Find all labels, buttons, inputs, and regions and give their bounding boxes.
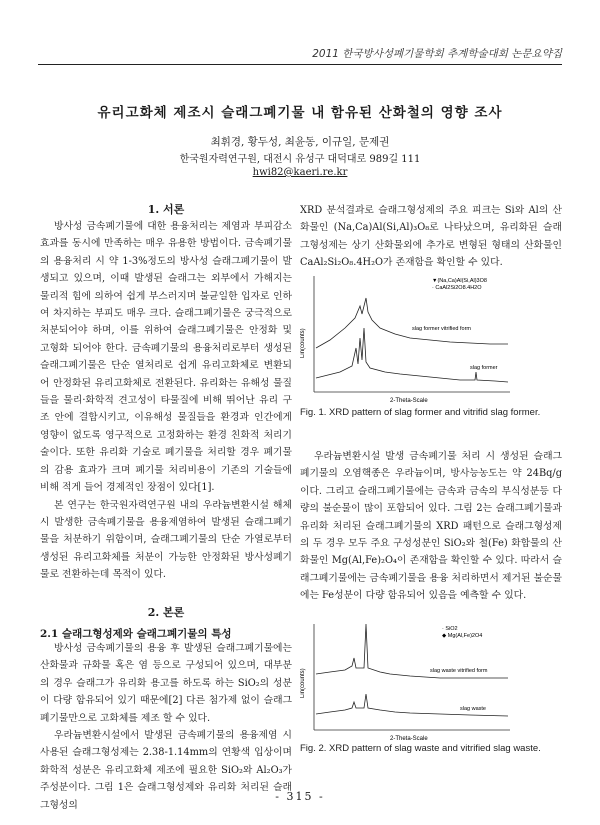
section-2-paragraph: 방사성 금속폐기물의 용융 후 발생된 슬래그폐기물에는 산화물과 규화물 혹은 염 등으로 구성되어 있으며, 대부분의 경우 슬래그가 유리화 용고를 하도록 하는 SiO₂의 성분이 다량 함유되어 있기 때문에[2] 다른 첨가제 없이 슬래그폐기물만으로 고화체를 제조 할 수 있다.: [40, 643, 292, 724]
right-paragraph-1: [300, 202, 562, 272]
figure-1-caption: Fig. 1. XRD pattern of slag former and vitrifid slag former.: [300, 407, 541, 418]
section-2-body: [40, 640, 292, 814]
figure-2-xrd-chart: [300, 618, 518, 742]
author-list: 최휘경, 황두성, 최윤동, 이규일, 문제권: [210, 136, 390, 148]
section-2-paragraph: 우라늄변환시설에서 발생된 금속폐기물의 용융제염 시 사용된 슬래그형성제는 2.38-1.14mm의 연황색 입상이며 화학적 성분은 유리고화체 제조에 필요한 SiO₂와 Al₂O₃가 주성분이다. 그림 1은 슬래그형성제와 유리화 처리된 슬래그형성의: [40, 730, 292, 811]
fig1-legend-item: ▼(Na,Ca)Al(Si,Al)3O8: [432, 278, 487, 284]
fig2-legend-item: · SiO2: [442, 626, 458, 632]
fig2-trace-waste: [316, 694, 508, 716]
section-2-heading: 2. 본론: [147, 606, 185, 619]
subsection-2-1-heading: 2.1 슬래그형성제와 슬래그폐기물의 특성: [40, 628, 232, 640]
fig1-xlabel: 2-Theta-Scale: [390, 398, 428, 404]
conference-header: 2011 한국방사성폐기물학회 추계학술대회 논문요약집: [312, 48, 562, 60]
fig1-label-bottom: slag former: [470, 365, 498, 371]
section-1-heading: 1. 서론: [147, 203, 185, 216]
section-1-paragraph: 방사성 금속폐기물에 대한 용융처리는 제염과 부피감소 효과를 동시에 만족하는 매우 유용한 방법이다. 금속폐기물의 용융처리 시 약 1-3%정도의 방사성 슬래그폐기물이 발생되고 있으며, 이때 발생된 슬래그는 외부에서 가해지는 물리적 힘에 의하여 쉽게 부스러지며 불균일한 입자로 인하여 차지하는 부피도 매우 크다. 슬래그폐기물은 궁극적으로 처분되어야 하며, 이를 위하여 슬래그폐기물은 안정화 및 고형화 되어야 한다. 금속폐기물의 용융처리로부터 생성된 슬래그폐기물은 단순 열처리로 쉽게 유리고화체로 변환되어 안정화된 유리고화체로 전환된다. 유리화는 유해성 물질들을 물리·화학적 견고성이 타물질에 비해 뛰어난 유리 구조 안에 결합시키고, 이유해성 물질들을 환경과 인간에게 영향이 없도록 영구적으로 고정화하는 환경 친화적 처리기술이다. 또한 유리화 기술로 폐기물을 처리할 경우 폐기물의 감용 효과가 크며 폐기물 처리비용이 기존의 기술들에 비해 적게 들어 경제적인 장점이 있다[1].: [40, 221, 292, 494]
fig1-trace-vitrified: [316, 298, 508, 348]
fig2-xlabel: 2-Theta-Scale: [390, 736, 428, 742]
fig2-label-top: slag waste vitrified form: [430, 668, 488, 674]
paper-title: 유리고화체 제조시 슬래그폐기물 내 함유된 산화철의 영향 조사: [97, 105, 503, 121]
xrd-slag-waste-text: 우라늄변환시설 발생 금속폐기물 처리 시 생성된 슬래그 폐기물의 오염핵종은 우라늄이며, 방사능농도는 약 24Bq/g이다. 그리고 슬래그폐기물에는 금속과 금속의 부식성분등 다량의 불순물이 많이 포함되어 있다. 그림 2는 슬래그폐기물과 유리화 처리된 슬래그폐기물의 XRD 패턴으로 슬래그형성제의 두 경우 모두 주요 구성성분인 SiO₂와 철(Fe) 화합물의 산화물인 Mg(Al,Fe)₂O₄이 존재함을 확인할 수 있다. 따라서 슬래그폐기물에는 금속폐기물을 용융 처리하면서 제거된 불순물에는 Fe성분이 다량 함유되어 있음을 예측할 수 있다.: [300, 451, 562, 602]
xrd-slag-former-text: XRD 분석결과로 슬래그형성제의 주요 피크는 Si와 Al의 산화물인 (Na,Ca)Al(Si,Al)₃O₈로 나타났으며, 유리화된 슬래그형성제는 상기 산화물외에 추가로 변형된 형태의 산화물인 CaAl₂Si₂O₈.4H₂O가 존재함을 확인할 수 있다.: [300, 205, 562, 269]
fig1-legend-item: · CaAl2Si2O8.4H2O: [432, 285, 482, 291]
page-number: - 315 -: [275, 790, 325, 803]
fig1-label-top: slag former vitrified form: [412, 326, 471, 332]
fig2-ylabel: Lin(counts): [300, 668, 306, 698]
fig1-trace-former: [316, 328, 508, 382]
section-1-body: [40, 218, 292, 584]
right-paragraph-2: [300, 448, 562, 605]
fig2-label-bottom: slag waste: [460, 706, 486, 712]
affiliation: 한국원자력연구원, 대전시 유성구 대덕대로 989길 111: [179, 154, 421, 165]
fig2-legend-item: ◆ Mg(Al,Fe)2O4: [442, 633, 483, 639]
figure-1-xrd-chart: [300, 268, 518, 406]
header-rule: [38, 64, 562, 65]
email-link[interactable]: hwi82@kaeri.re.kr: [252, 167, 348, 178]
figure-2-caption: Fig. 2. XRD pattern of slag waste and vitrified slag waste.: [300, 743, 541, 754]
section-1-paragraph: 본 연구는 한국원자력연구원 내의 우라늄변환시설 해체 시 발생한 금속폐기물을 용융제염하여 발생된 슬래그폐기물을 처분하기 위함이며, 슬래그폐기물의 단순 가열로부터 생성된 유리고화체를 처분이 가능한 안정화된 방사성폐기물로 전환하는데 목적이 있다.: [40, 499, 292, 581]
fig1-ylabel: Lin(counts): [300, 328, 306, 358]
